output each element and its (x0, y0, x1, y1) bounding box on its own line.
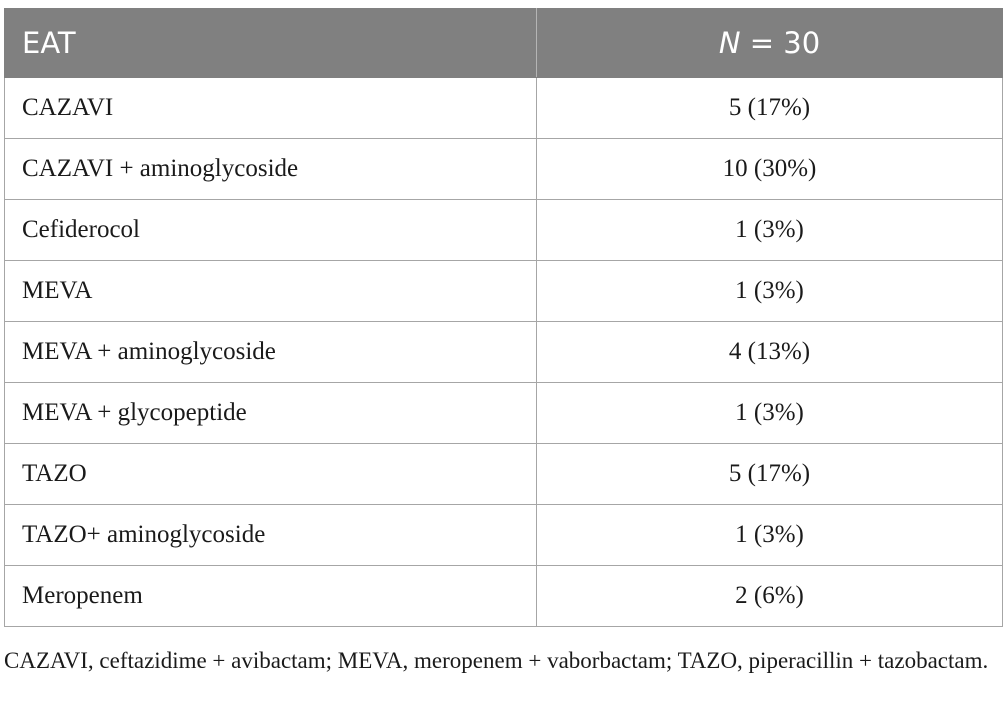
eat-cell: Cefiderocol (5, 200, 537, 261)
eat-cell: MEVA + glycopeptide (5, 383, 537, 444)
eat-table (4, 8, 1003, 627)
eat-cell: TAZO+ aminoglycoside (5, 505, 537, 566)
table-body (5, 78, 1003, 627)
count-cell: 1 (3%) (537, 200, 1003, 261)
table-footnote: CAZAVI, ceftazidime + avibactam; MEVA, meropenem + vaborbactam; TAZO, piperacillin + tazobactam. (4, 648, 989, 673)
table-row (5, 566, 1003, 627)
table-row (5, 261, 1003, 322)
eat-cell: CAZAVI (5, 78, 537, 139)
table-row (5, 444, 1003, 505)
header-row (5, 9, 1003, 78)
header-eat: EAT (5, 9, 537, 78)
eat-cell: MEVA (5, 261, 537, 322)
count-cell: 10 (30%) (537, 139, 1003, 200)
count-cell: 5 (17%) (537, 78, 1003, 139)
count-cell: 1 (3%) (537, 505, 1003, 566)
count-cell: 1 (3%) (537, 261, 1003, 322)
header-n-symbol: N (718, 26, 741, 60)
header-n-value: = 30 (740, 26, 821, 60)
table-row (5, 200, 1003, 261)
count-cell: 1 (3%) (537, 383, 1003, 444)
eat-table-container (4, 8, 1002, 627)
table-row (5, 505, 1003, 566)
table-row (5, 383, 1003, 444)
count-cell: 4 (13%) (537, 322, 1003, 383)
count-cell: 5 (17%) (537, 444, 1003, 505)
eat-cell: CAZAVI + aminoglycoside (5, 139, 537, 200)
eat-cell: TAZO (5, 444, 537, 505)
eat-cell: Meropenem (5, 566, 537, 627)
header-n-count (537, 9, 1003, 78)
table-row (5, 139, 1003, 200)
eat-cell: MEVA + aminoglycoside (5, 322, 537, 383)
count-cell: 2 (6%) (537, 566, 1003, 627)
table-row (5, 322, 1003, 383)
table-row (5, 78, 1003, 139)
table-header (5, 9, 1003, 78)
